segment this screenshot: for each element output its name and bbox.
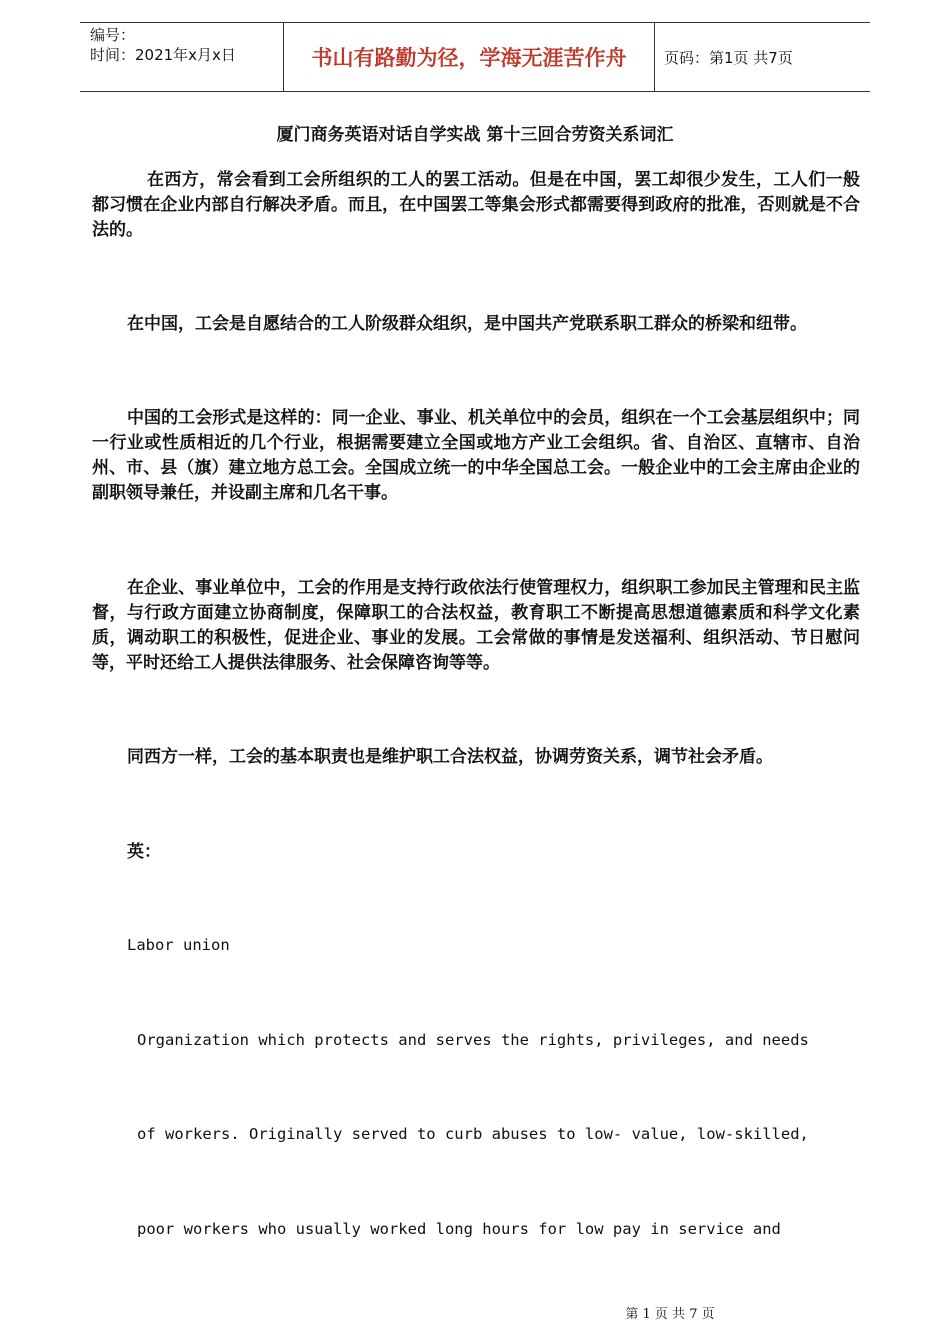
body-paragraph: 在西方，常会看到工会所组织的工人的罢工活动。但是在中国，罢工却很少发生，工人们一般都习惯在企业内部自行解决矛盾。而且，在中国罢工等集会形式都需要得到政府的批准，否则就是不合法的。 [92, 170, 860, 240]
body-paragraph: 在中国，工会是自愿结合的工人阶级群众组织，是中国共产党联系职工群众的桥梁和纽带。 [127, 314, 807, 334]
header-meta [90, 25, 236, 65]
doc-time-label: 时间：2021年x月x日 [90, 46, 236, 64]
english-definition-line: of workers. Originally served to curb abuses to low- value, low-skilled, [137, 1125, 809, 1143]
page-header [80, 22, 870, 92]
body-paragraph: 在企业、事业单位中，工会的作用是支持行政依法行使管理权力，组织职工参加民主管理和民主监督，与行政方面建立协商制度，保障职工的合法权益，教育职工不断提高思想道德素质和科学文化素质，调动职工的积极性，促进企业、事业的发展。工会常做的事情是发送福利、组织活动、节日慰问等，平时还给工人提供法律服务、社会保障咨询等等。 [92, 578, 860, 673]
body-paragraph: 中国的工会形式是这样的：同一企业、事业、机关单位中的会员，组织在一个工会基层组织中；同一行业或性质相近的几个行业，根据需要建立全国或地方产业工会组织。省、自治区、直辖市、自治州、市、县（旗）建立地方总工会。全国成立统一的中华全国总工会。一般企业中的工会主席由企业的副职领导兼任，并设副主席和几名干事。 [92, 408, 860, 503]
english-heading: 英： [127, 842, 161, 862]
header-motto: 书山有路勤为径，学海无涯苦作舟 [311, 46, 627, 70]
document-title: 厦门商务英语对话自学实战 第十三回合劳资关系词汇 [276, 125, 674, 145]
english-definition-line: poor workers who usually worked long hours for low pay in service and [137, 1220, 781, 1238]
body-paragraph: 同西方一样，工会的基本职责也是维护职工合法权益，协调劳资关系，调节社会矛盾。 [127, 747, 773, 767]
header-divider [654, 23, 655, 91]
header-page-code: 页码：第1页 共7页 [664, 49, 793, 67]
english-definition-line: Organization which protects and serves the rights, privileges, and needs [137, 1031, 809, 1049]
page-footer: 第 1 页 共 7 页 [625, 1307, 715, 1322]
doc-number-label: 编号： [90, 26, 136, 44]
english-term: Labor union [127, 936, 230, 954]
